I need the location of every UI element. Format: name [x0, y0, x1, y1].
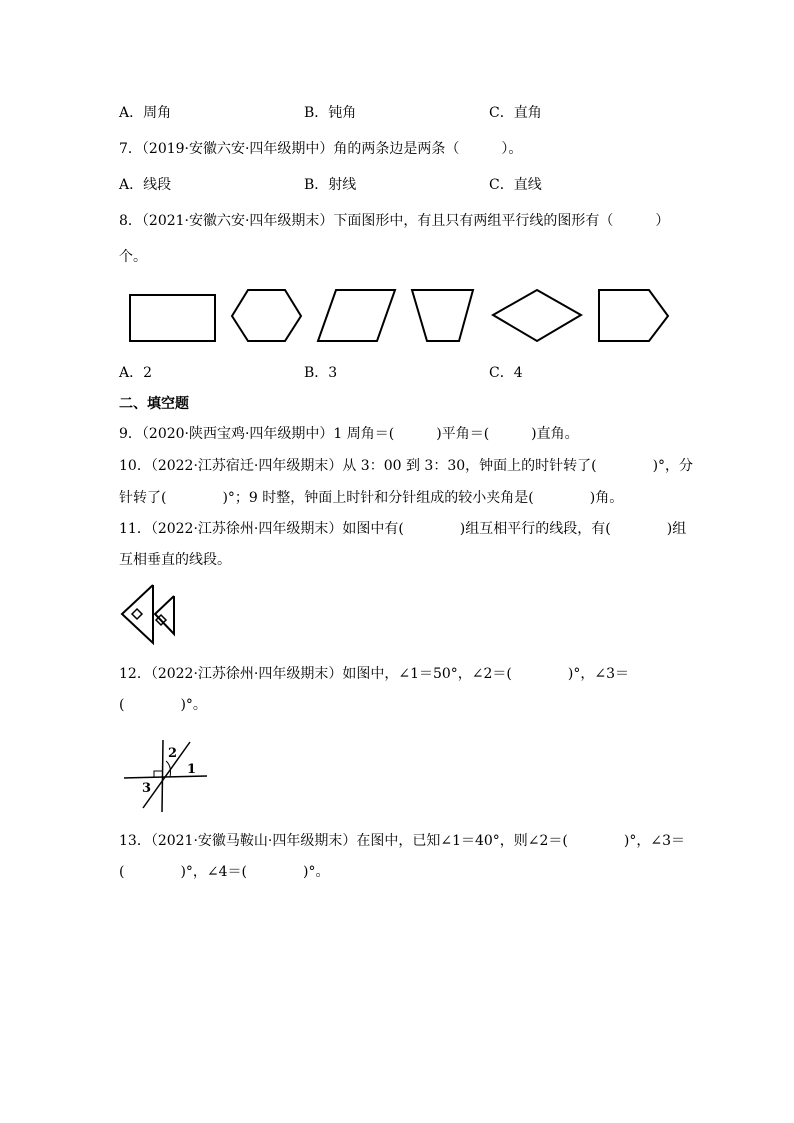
q8-option-b: B．3: [304, 365, 338, 381]
q8-question-line2: 个。: [119, 249, 147, 265]
q7-option-b: B．射线: [304, 177, 357, 193]
q7-option-c: C．直线: [489, 177, 542, 193]
q10-question-line2: 针转了( )°；9 时整，钟面上时针和分针组成的较小夹角是( )角。: [119, 490, 624, 506]
q8-option-a: A．2: [119, 365, 153, 381]
vertical-line: [162, 740, 163, 812]
angle-label-1: 1: [187, 762, 197, 777]
q11-question-line1: 11．（2022·江苏徐州·四年级期末）如图中有( )组互相平行的线段，有( )组: [119, 521, 687, 537]
q10-question-line1: 10．（2022·江苏宿迁·四年级期末）从 3：00 到 3：30，钟面上的时针转了( )°，分: [119, 458, 694, 474]
q12-question-line1: 12．（2022·江苏徐州·四年级期末）如图中，∠1＝50°，∠2＝( )°，∠3＝: [119, 666, 629, 682]
q13-question-line2: ( )°，∠4＝( )°。: [119, 864, 330, 880]
section-title-fill-in: 二、填空题: [119, 396, 189, 412]
angle-label-2: 2: [168, 746, 178, 761]
q6-option-a: A．周角: [119, 105, 172, 121]
q7-option-a: A．线段: [119, 177, 172, 193]
q9-question-text: 9．（2020·陕西宝鸡·四年级期中）1 周角＝( )平角＝( )直角。: [119, 426, 579, 442]
q11-question-line2: 互相垂直的线段。: [119, 552, 231, 568]
q7-question-text: 7．（2019·安徽六安·四年级期中）角的两条边是两条（ ）。: [119, 141, 523, 157]
q8-option-c: C．4: [489, 365, 523, 381]
slanted-line: [143, 742, 190, 808]
q6-option-c: C．直角: [489, 105, 542, 121]
q8-question-line1: 8．（2021·安徽六安·四年级期末）下面图形中，有且只有两组平行线的图形有（ ）: [119, 213, 670, 229]
q6-option-b: B．钝角: [304, 105, 357, 121]
q13-question-line1: 13．（2021·安徽马鞍山·四年级期末）在图中，已知∠1＝40°，则∠2＝( )°，∠3＝: [119, 833, 685, 849]
q12-question-line2: ( )°。: [119, 697, 207, 713]
angle-label-3: 3: [142, 781, 152, 796]
